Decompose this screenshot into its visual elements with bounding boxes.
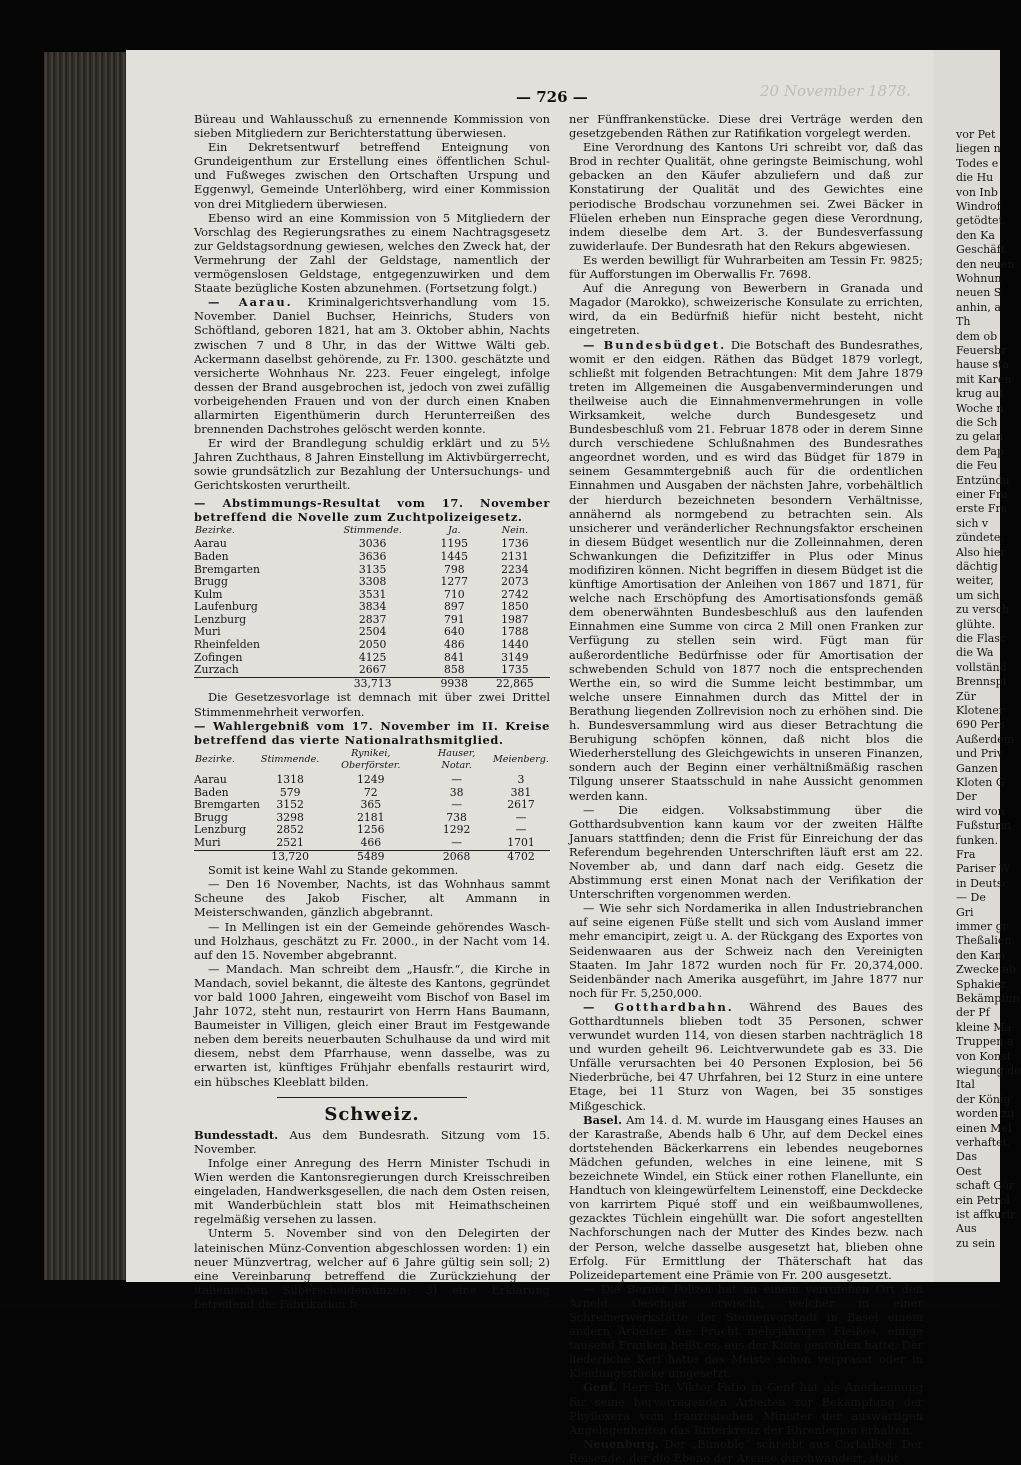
fragment-line: Also hier	[956, 545, 1006, 559]
table-cell: 2742	[501, 587, 529, 601]
fragment-line: sich v	[956, 516, 989, 530]
table-row	[194, 837, 550, 850]
table-row	[194, 639, 550, 652]
paragraph: — Die Berner Polizei hat an einem verrufenen Ort den Arnold Oeschger erwischt, welcher in einer Schreinerwerkstätte der Steinenvorstadt in Basel einem andern Arbeiter die Frucht mehrjährigen Fleißes, einige tausend Franken heißt es, aus der Kiste gestohlen hatte. Der liederliche Kerl hatte das Meiste schon verprasst oder in Kleidungsstücke umgesetzt.	[569, 1281, 923, 1381]
table-row	[194, 799, 550, 812]
paragraph: — Den 16 November, Nachts, ist das Wohnhaus sammt Scheune des Jakob Fischer, alt Ammann in Meisterschwanden, gänzlich abgebrannt.	[194, 877, 550, 920]
table-header-cell: Rynikei, Oberförster.	[341, 747, 401, 772]
place-lead: — Gotthardbahn.	[583, 999, 734, 1014]
paragraph	[569, 1437, 923, 1465]
table-cell: Aarau	[194, 537, 227, 551]
book-spine	[44, 52, 130, 1280]
fragment-line: ein Petrol	[956, 1193, 1010, 1207]
table-cell: 365	[360, 798, 382, 812]
table-cell: Kulm	[194, 587, 223, 601]
fragment-line: Sphakier	[956, 977, 1007, 991]
paragraph	[569, 338, 923, 803]
fragment-line: verhaftet.	[956, 1136, 1011, 1149]
fragment-line: zu versch	[956, 603, 1010, 617]
table-cell: 33,713	[317, 677, 429, 690]
table-cell: Lenzburg	[194, 612, 247, 626]
table-cell: 38	[449, 785, 464, 799]
faint-header-text: 20 November 1878.	[760, 82, 911, 100]
table1-title: — Abstimmungs-Resultat vom 17. November betreffend die Novelle zum Zuchtpolizeigesetz.	[194, 495, 550, 524]
table-row	[194, 551, 550, 564]
fragment-line: von Inb	[956, 185, 998, 199]
paragraph-text: Am 14. d. M. wurde im Hausgang eines Hauses an der Karastraße, Abends halb 6 Uhr, auf dem Deckel eines dortstehenden Bäckerkarrens ein lebendes neugebornes Mädchen gefunden, welches in eine leinene, mit S bezeichnete Windel, ein Stück einer rothen Flanellunte, ein Handtuch von kleingewürfeltem Leinenstoff, eine Deckdecke von karrirtem Piqué stoff und ein weißbaumwollenes, gezacktes Tüchlein eingehüllt war. Die sofort angestellten Nachforschungen nach der Mutter des Kindes bezw. nach der Person, welche dasselbe ausgesetzt hat, blieben ohne Erfolg. Für Ermittlung der Thäterschaft hat das Polizeidepartement eine Prämie von Fr. 200 ausgesetzt.	[569, 1112, 923, 1282]
fragment-line: kleine Ma	[956, 1020, 1012, 1034]
table-cell: 3036	[358, 537, 387, 551]
fragment-line: und Priv	[956, 747, 1004, 761]
fragment-line: die Wa	[956, 646, 994, 660]
fragment-line: getödtet.	[956, 214, 1007, 228]
fragment-line: anhin, a	[956, 300, 1001, 314]
fragment-line: Feuersbr	[956, 344, 1007, 357]
fragment-line: zu gelan	[956, 430, 1004, 444]
table-cell: 1701	[507, 835, 535, 849]
fragment-line: den neuen	[956, 257, 1015, 271]
table-cell: 381	[510, 785, 532, 799]
table-cell: 13,720	[260, 850, 320, 863]
paragraph: Auf die Anregung von Bewerbern in Granada und Magador (Marokko), schweizerische Konsulate zu errichten, wird, da ein Bedürfniß hiefür nicht besteht, nicht eingetreten.	[569, 281, 923, 338]
table-cell: 2068	[421, 850, 492, 863]
paragraph: Unterm 5. November sind von den Delegirten der lateinischen Münz-Convention abgeschlossen worden: 1) ein neuer Münzvertrag, welcher auf 6 Jahre gültig sein soll; 2) eine Vereinbarung betreffend die Zurückziehung der italienischen Silberscheidemünzen; 3) eine Erklärung betreffend die Fabrikation fi-	[194, 1226, 550, 1311]
fragment-line: erste Fra	[956, 502, 1008, 516]
vote-table-2	[194, 747, 550, 863]
fragment-line: Theßalien	[956, 934, 1012, 948]
table-cell: Baden	[194, 549, 229, 563]
fragment-line: Bekämpfun	[956, 992, 1020, 1005]
table-cell: —	[515, 810, 527, 824]
table-cell: 1440	[501, 638, 529, 652]
table-cell: Zofingen	[194, 650, 243, 664]
paragraph: — Mandach. Man schreibt dem „Hausfr.“, die Kirche in Mandach, soviel bekannt, die älteste des Kantons, gegründet vor bald 1000 Jahren, eingeweiht vom Bischof von Basel im Jahr 1072, steht nun, restaurirt von Herrn Hans Baumann, Baumeister in Villigen, gleich einer Braut im Festgewande neben dem bereits neuerbauten Schulhause da und wird mit diesem, nebst dem Pfarrhause, wenn dasselbe, was zu erwarten ist, künftiges Frühjahr ebenfalls restaurirt wird, ein hübsches Kleeblatt bilden.	[194, 961, 550, 1089]
fragment-line: 690 Pers	[956, 718, 1005, 732]
table-cell: 2837	[358, 612, 387, 626]
paragraph	[569, 1113, 923, 1282]
table-cell: 2617	[507, 798, 535, 812]
fragment-line: Zwecke ab	[956, 963, 1017, 977]
table-header-cell: Bezirke.	[195, 524, 235, 536]
fragment-line: Wohnun	[956, 272, 1002, 285]
table-cell: 1195	[440, 537, 469, 551]
table-cell: 858	[443, 663, 465, 677]
paragraph: Ein Dekretsentwurf betreffend Enteignung von Grundeigenthum zur Erstellung eines öffentlichen Schul- und Fußweges zwischen den Ortschaften Urspung und Eggenwyl, Gemeinde Unterlöhberg, wird einer Kommission von drei Mitgliedern überwiesen.	[194, 140, 550, 211]
fragment-line: vor Pet	[956, 128, 996, 141]
table-cell: 1277	[440, 575, 469, 589]
paragraph: Somit ist keine Wahl zu Stande gekommen.	[208, 863, 459, 878]
table-cell: 791	[443, 612, 465, 626]
fragment-line: dem Pap	[956, 444, 1004, 458]
fragment-line: Th	[956, 315, 971, 329]
paragraph-text: Der „Bimoble“ schreibt aus Cortaillod: Der Reisende, der die Ebene der Areuse durchwandert, steht	[569, 1436, 923, 1465]
table-cell: Laufenburg	[194, 600, 258, 614]
left-column	[194, 112, 550, 1311]
paragraph-text: Die Botschaft des Bundesrathes, womit er den eidgen. Räthen das Büdget 1879 vorlegt, schließt mit folgenden Betrachtungen: Mit dem Jahre 1879 treten im Allgemeinen die Ausgabenverminderungen und theilweise auch die Einnahmenvermehrungen in volle Wirksamkeit, welche durch Bundesgesetz und Bundesbeschluß vom 21. Februar 1878 oder in derem Sinne durch verschiedene Schlußnahmen des Bundesrathes angeordnet worden, und es wird das Büdget für 1879 in seinem Gesammtergebniß auch für die ordentlichen Einnahmen und Ausgaben der nächsten Jahre, vorbehältlich der hierdurch bezeichneten besondern Verhältnisse, annähernd als normgebend zu betrachten sein. Als unsicherer und veränderlicher Rechnungsfaktor erscheinen in diesem Büdget wesentlich nur die Zolleinnahmen, deren Schwankungen die Defizitziffer in Plus oder Minus modifiziren können. Nicht begriffen in diesem Büdget ist die künftige Amortisation der Anleihen von 1867 und 1871, für welche nach Erschöpfung des Amortisationsfonds gemäß dem obenerwähnten Bundesbeschluß aus den laufenden Einnahmen eine Summe von circa 2 Mill onen Franken zur Verfügung zu stellen sein wird. Fügt man für außerordentliche Bedürfnisse oder für Amortisation der schwebenden Schuld von 1877 noch die entsprechenden Werthe ein, so wird die Summe leicht bestimmbar, um welche unsere Einnahmen durch das Mittel der in Berathung liegenden Zollrevision noch zu erhöhen sind. Die h. Bundesversammlung wird aus dieser Betrachtung die Beruhigung schöpfen können, daß nicht blos die Wiederherstellung des Gleichgewichts in unseren Finanzen, sondern auch der Beginn einer verhältnißmäßig raschen Tilgung unserer Staatsschuld in nahe Aussicht genommen werden kann.	[569, 337, 923, 803]
table-cell: 1249	[357, 773, 385, 786]
fragment-line: — De	[956, 891, 986, 905]
fragment-line: einer Fra	[956, 488, 1008, 501]
paragraph: — In Mellingen ist ein der Gemeinde gehörendes Wasch- und Holzhaus, geschätzt zu Fr. 2000., in der Nacht vom 14. auf den 15. November abgebrannt.	[194, 919, 550, 962]
fragment-line: Gri	[956, 905, 974, 919]
table-cell: Bremgarten	[194, 562, 260, 576]
table-header-cell: Stimmende.	[343, 524, 402, 536]
table-cell: 2050	[358, 638, 387, 652]
place-lead: Bundesstadt.	[194, 1127, 279, 1142]
fragment-line: in Deutsc	[956, 876, 1009, 890]
table-cell: 798	[443, 562, 465, 576]
table-cell: 5489	[320, 850, 421, 863]
fragment-line: hause sta	[956, 358, 1010, 372]
table-cell: —	[515, 823, 527, 837]
fragment-line: glühte.	[956, 617, 996, 631]
fragment-line: ist affkurir	[956, 1208, 1016, 1221]
paragraph	[194, 1128, 550, 1156]
table-cell: Aarau	[194, 773, 227, 786]
paragraph-text: Während des Baues des Gotthardtunnels blieben todt 35 Personen, schwer verwundet wurden 114, von diesen starben nachträglich 18 und wurden geheilt 96. Leichtverwundete gab es 33. Die Unfälle verursachten bei 40 Personen Explosion, bei 56 Niederbrüche, bei 47 Uhrfahren, bei 12 Sturz in eine untere Etage, bei 11 Sturz von Wagen, bei 35 sonstiges Mißgeschick.	[569, 999, 923, 1113]
paragraph: Eine Verordnung des Kantons Uri schreibt vor, daß das Brod in rechter Qualität, ohne geringste Beimischung, wohl gebacken an den Käufer abzuliefern und daß zur Konstatirung der Qualität und des Gewichtes eine periodische Brodschau vorzunehmen sei. Zwei Bäcker in Flüelen erheben nun Einsprache gegen diese Verordnung, indem dieselbe dem Art. 3. der Bundesverfassung zuwiderlaufe. Der Bundesrath hat den Rekurs abgewiesen.	[569, 140, 923, 253]
fragment-line: Windrof	[956, 200, 1001, 213]
table-cell: 2181	[357, 810, 385, 824]
fragment-line: der Pf	[956, 1006, 990, 1020]
table-cell: 3531	[358, 587, 387, 601]
paragraph: Infolge einer Anregung des Herrn Minister Tschudi in Wien werden die Kantonsregierungen durch Kreisschreiben eingeladen, Handwerksgesellen, die nach dem Osten reisen, mit Wanderbüchlein statt blos mit Heimathscheinen regelmäßig versehen zu lassen.	[194, 1155, 550, 1227]
table-cell: —	[451, 773, 462, 786]
paragraph	[194, 211, 550, 296]
table-header-cell: Meienberg.	[492, 754, 549, 766]
table-cell: 710	[443, 587, 465, 601]
table-cell: 1987	[501, 612, 529, 626]
table-cell: 1735	[501, 663, 529, 677]
table-cell: 466	[360, 835, 382, 849]
place-lead: Genf.	[583, 1380, 617, 1395]
table2-title: — Wahlergebniß vom 17. November im II. Kreise betreffend das vierte Nationalrathsmitglied.	[194, 718, 550, 747]
table-cell	[194, 677, 317, 690]
table-cell: 841	[443, 650, 465, 664]
table-cell: Muri	[194, 835, 221, 849]
table-cell: 2667	[358, 663, 387, 677]
place-lead: — Aarau.	[208, 295, 293, 310]
fragment-line: Woche n	[956, 401, 1004, 415]
page-number: — 726 —	[516, 88, 588, 106]
fragment-line: worden zu	[956, 1107, 1015, 1121]
fragment-line: die Hu	[956, 171, 994, 185]
paragraph	[569, 1000, 923, 1113]
table-cell	[194, 850, 260, 863]
table-cell: 486	[443, 638, 465, 652]
table-cell: 3834	[358, 600, 387, 614]
fragment-line: Zür	[956, 689, 976, 703]
table-cell: 3152	[276, 798, 304, 812]
fragment-line: Aus	[956, 1222, 977, 1236]
table-cell: 738	[446, 810, 467, 824]
fragment-line: weiter,	[956, 574, 994, 588]
place-lead: Basel.	[583, 1112, 622, 1127]
table-header-cell: Stimmende.	[260, 754, 320, 766]
table-cell: Brugg	[194, 810, 228, 824]
fragment-line: Außerdem	[956, 732, 1015, 746]
table-cell: 2521	[276, 835, 304, 849]
table-cell: Brugg	[194, 575, 228, 589]
table-cell: —	[451, 798, 462, 812]
table-cell: 2504	[358, 625, 387, 639]
table-cell: Bremgarten	[194, 798, 260, 812]
table-cell: 3636	[358, 549, 387, 563]
table-cell: Lenzburg	[194, 823, 247, 837]
table-cell: Muri	[194, 625, 221, 639]
table-cell: 9938	[429, 677, 480, 690]
fragment-line: Truppen a	[956, 1035, 1014, 1049]
fragment-line: zündete.	[956, 531, 1004, 545]
table-cell: 4702	[492, 850, 550, 863]
table-row	[194, 576, 550, 589]
fragment-line: Ital	[956, 1078, 975, 1092]
place-lead: Neuenburg.	[583, 1436, 659, 1451]
fragment-line: Geschäft	[956, 243, 1006, 257]
table-cell: 3149	[501, 650, 529, 664]
fragment-line: zu sein	[956, 1236, 996, 1250]
fragment-line: Fra	[956, 848, 976, 861]
fragment-line: funken.	[956, 833, 998, 847]
table-cell: 1318	[276, 773, 304, 786]
fragment-line: die Sch	[956, 416, 998, 429]
table-row	[194, 774, 550, 787]
fragment-line: immer gr	[956, 920, 1008, 933]
table-cell: 579	[279, 785, 301, 799]
middle-column	[569, 112, 923, 1465]
fragment-line: um sich	[956, 588, 1000, 602]
table-cell: 1292	[442, 823, 471, 837]
table-cell: 3135	[358, 562, 387, 576]
fragment-line: Entzündu	[956, 473, 1010, 487]
table-cell: Zurzach	[194, 663, 239, 677]
table-header-cell: Bezirke.	[195, 754, 235, 766]
table-cell: 2131	[501, 549, 529, 563]
table-cell: 2073	[501, 575, 529, 589]
table-cell: 1445	[440, 549, 469, 563]
table-cell: Baden	[194, 785, 229, 799]
vote-table-1	[194, 524, 550, 691]
fragment-line: neuen S	[956, 286, 1002, 300]
place-lead: — Bundesbüdget.	[583, 337, 727, 352]
paragraph-text: Ebenso wird an eine Kommission von 5 Mitgliedern der Vorschlag des Regierungsrathes zu einem Nachtragsgesetz zur Geldstagsordnung gewiesen, welches den Zweck hat, der Vermehrung der Zahl der Geldstage, namentlich der vermögenslosen Geldstage, entgegenzuwirken und dem Staate bezügliche Kosten abzunehmen.	[194, 210, 550, 296]
table-cell: 2234	[501, 562, 529, 576]
paragraph: Es werden bewilligt für Wuhrarbeiten am Tessin Fr. 9825; für Aufforstungen im Oberwallis Fr. 7698.	[569, 252, 923, 282]
fragment-line: mit Karen	[956, 372, 1012, 386]
paragraph-text: Herr Dr. Viktor Fatio in Genf hat als Anerkennung für seine hervorragenden Arbeiten zur Bekämpfung der Phylloxera vom französischen Minister der auswärtigen Angelegenheiten das Ritterkreuz der Ehrenlegion erhalten.	[569, 1380, 923, 1437]
table-header-cell: Nein.	[501, 524, 529, 536]
table-row	[194, 664, 550, 677]
fragment-line: dem ob	[956, 329, 998, 343]
fragment-line: Pariser W	[956, 862, 1011, 876]
table-cell: 72	[363, 785, 378, 799]
paragraph-text: Kriminalgerichtsverhandlung vom 15. November. Daniel Buchser, Heinrichs, Studers von Schöftland, geboren 1821, hat am 3. Oktober abhin, Nachts zwischen 7 und 8 Uhr, in das der Wittwe Wälti geb. Ackermann daselbst gehörende, zu Fr. 1300. geschätzte und versicherte Wohnhaus Nr. 223. Feuer eingelegt, infolge dessen der Brand ausgebrochen ist, jedoch von zwei zufällig vorbeigehenden Frauen und von der durch einen Knaben allarmirten Eigenthümerin durch Herunterreißen des brennenden Dachstrohes gelöscht werden konnte.	[194, 295, 550, 437]
fragment-line: Kloten G	[956, 776, 1005, 789]
continuation-note: (Fortsetzung folgt.)	[425, 281, 538, 296]
table-header-cell: Hauser, Notar.	[437, 747, 476, 772]
table-cell: 1850	[501, 600, 529, 614]
fragment-line: den Ka	[956, 228, 995, 242]
paragraph: Die Gesetzesvorlage ist demnach mit über zwei Drittel Stimmenmehrheit verworfen.	[194, 690, 550, 719]
fragment-line: Der	[956, 790, 977, 804]
paragraph: — Die eidgen. Volksabstimmung über die Gotthardsubvention kann kaum vor der zweiten Hälfte Januars stattfinden; denn die Frist für Einreichung der das Referendum begehrenden Unterschriften läuft erst am 22. November ab, und dann darf nach eidg. Gesetz die Abstimmung erst einen Monat nach der Verifikation der Unterschriften vorgenommen werden.	[569, 802, 923, 902]
table-cell: 1788	[501, 625, 529, 639]
fragment-line: Oest	[956, 1164, 982, 1178]
fragment-line: die Feu	[956, 459, 998, 473]
paragraph	[194, 295, 550, 436]
fragment-line: Ganzen	[956, 761, 998, 775]
fragment-line: den Kam	[956, 948, 1006, 962]
table-row	[194, 601, 550, 614]
fragment-line: krug auf	[956, 387, 1004, 401]
table-cell: 3	[517, 773, 525, 786]
paragraph: — Wie sehr sich Nordamerika in allen Industriebranchen auf seine eigenen Füße stellt und sich vom Ausland immer mehr emancipirt, zeigt u. A. der Rückgang des Exportes von Seidenwaaren aus der Schweiz nach den Vereinigten Staaten. Im Jahr 1872 wurden noch für Fr. 20,374,000. Seidenbänder nach Amerika ausgeführt, im Jahre 1877 nur noch für Fr. 5,250,000.	[569, 901, 923, 1000]
fragment-line: Das	[956, 1150, 978, 1164]
fragment-line: die Flasc	[956, 632, 1007, 645]
fragment-line: schaft Gör	[956, 1179, 1015, 1193]
table-cell: 1736	[501, 537, 529, 551]
paragraph-text: Aus dem Bundesrath. Sitzung vom 15. November.	[194, 1127, 550, 1156]
fragment-line: vollständ	[956, 660, 1007, 674]
fragment-line: liegen n	[956, 142, 1001, 156]
fragment-line: Brennspi	[956, 675, 1007, 689]
table-cell: 640	[443, 625, 465, 639]
table-total-row	[194, 850, 550, 863]
table-cell: 22,865	[480, 677, 550, 690]
fragment-line: der König	[956, 1092, 1011, 1106]
table-cell: 2852	[276, 823, 304, 837]
table-cell: 1256	[357, 823, 385, 837]
section-divider	[277, 1097, 467, 1098]
table-cell: Rheinfelden	[194, 638, 260, 652]
section-heading: Schweiz.	[324, 1103, 420, 1125]
paragraph: Büreau und Wahlausschuß zu ernennende Kommission von sieben Mitgliedern zur Berichterstattung überwiesen.	[194, 112, 550, 141]
paragraph: ner Fünffrankenstücke. Diese drei Verträge werden den gesetzgebenden Räthen zur Ratifikation vorgelegt werden.	[569, 112, 923, 141]
fragment-line: wird von	[956, 804, 1005, 818]
table-cell: —	[451, 835, 462, 849]
table-total-row	[194, 677, 550, 690]
paragraph: Er wird der Brandlegung schuldig erklärt und zu 5½ Jahren Zuchthaus, 8 Jahren Einstellung im Aktivbürgerrecht, sowie grundsätzlich zur Bezahlung der Untersuchungs- und Gerichtskosten verurtheilt.	[194, 436, 550, 493]
table-cell: 3308	[358, 575, 387, 589]
fragment-line: Todes e	[956, 156, 999, 170]
fragment-line: dächtig	[956, 560, 998, 573]
paragraph	[569, 1380, 923, 1436]
table-cell: 4125	[358, 650, 387, 664]
fragment-line: wiegung de	[956, 1064, 1021, 1077]
fragment-line: einen Mel	[956, 1121, 1012, 1135]
table-cell: 3298	[276, 810, 304, 824]
fragment-line: Fußsturm	[956, 819, 1011, 833]
fragment-line: Klotener	[956, 704, 1005, 717]
table-header-cell: Ja.	[447, 524, 461, 536]
table-cell: 897	[443, 600, 465, 614]
fragment-line: von Konst	[956, 1049, 1012, 1063]
